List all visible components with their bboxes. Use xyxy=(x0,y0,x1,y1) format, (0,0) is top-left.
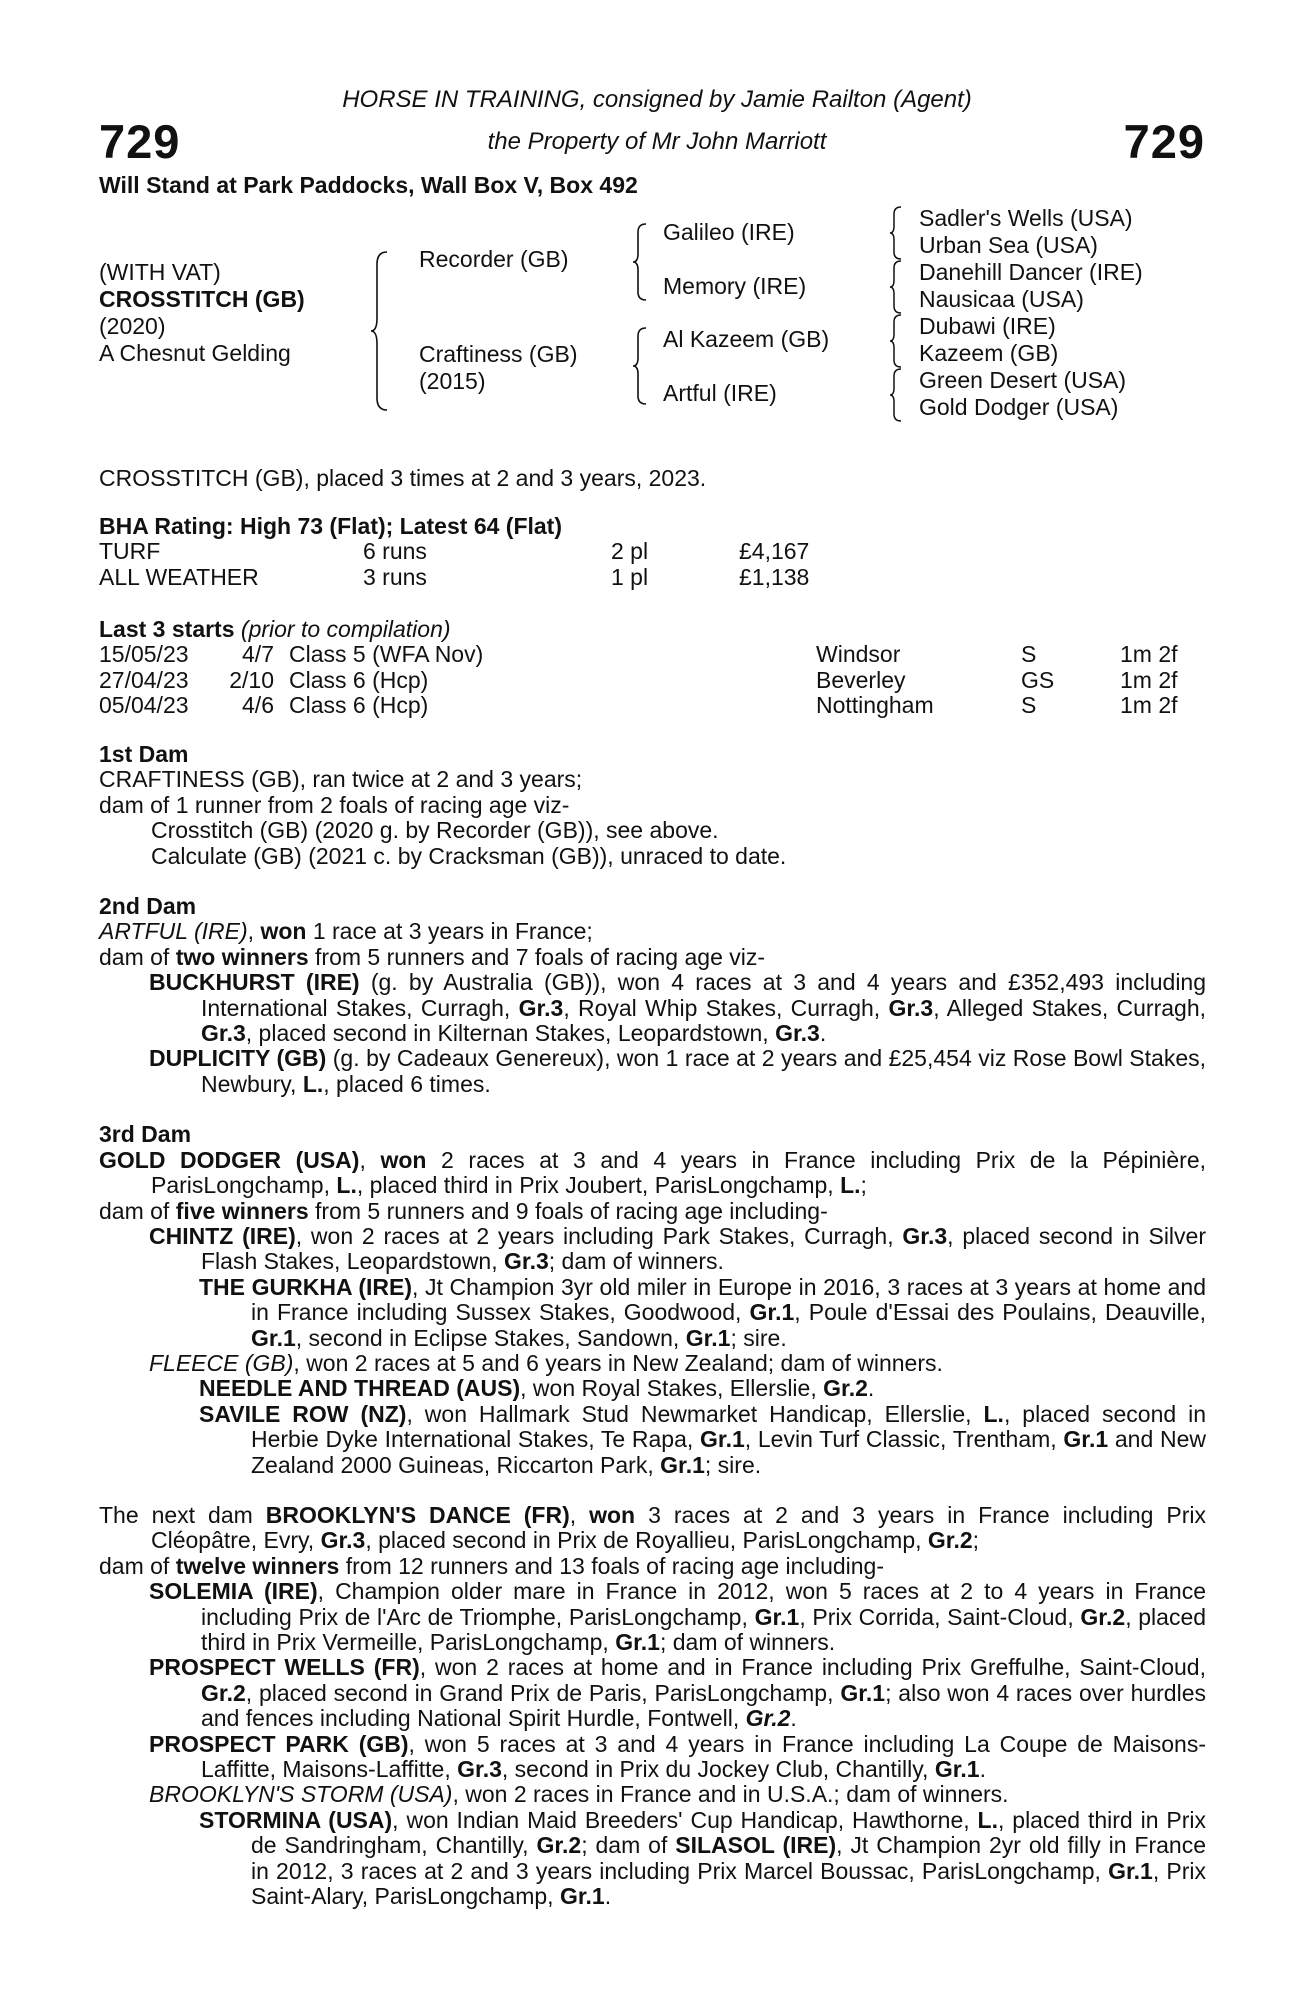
gg-2: Urban Sea (USA) xyxy=(919,232,1098,258)
last-starts-table xyxy=(99,642,1178,718)
dam-brace xyxy=(632,326,648,406)
table-row xyxy=(99,668,1178,693)
gg-3: Danehill Dancer (IRE) xyxy=(919,259,1143,285)
dam1-line2: dam of 1 runner from 2 foals of racing age viz- xyxy=(99,791,570,818)
produce-entry: PROSPECT PARK (GB), won 5 races at 3 and 4 years in France including La Coupe de Maisons-Laffitte, Maisons-Laffitte, Gr.3, second in Prix du Jockey Club, Chantilly, Gr.1. xyxy=(149,1730,1206,1783)
produce-entry: BUCKHURST (IRE) (g. by Australia (GB)), won 4 races at 3 and 4 years and £352,493 including International Stakes, Curragh, Gr.3, Royal Whip Stakes, Curragh, Gr.3, Alleged Stakes, Curragh, Gr.3, placed second in Kilternan Stakes, Leopardstown, Gr.3. xyxy=(149,969,1207,1047)
gg-6: Kazeem (GB) xyxy=(919,340,1059,366)
produce-entry: FLEECE (GB), won 2 races at 5 and 6 years in New Zealand; dam of winners. xyxy=(149,1349,943,1376)
g-brace-2 xyxy=(889,259,903,315)
race-cell: Class 6 (Hcp) xyxy=(289,666,429,693)
produce-name: BROOKLYN'S STORM (USA) xyxy=(149,1781,453,1808)
distance-cell: 1m 2f xyxy=(1120,692,1178,719)
gg-5: Dubawi (IRE) xyxy=(919,313,1056,339)
last-starts-section xyxy=(99,617,1206,719)
sire-name: Recorder (GB) xyxy=(419,246,569,272)
gg-1: Sadler's Wells (USA) xyxy=(919,205,1133,231)
gg-7: Green Desert (USA) xyxy=(919,367,1127,393)
race-cell: Class 6 (Hcp) xyxy=(289,692,429,719)
produce-name: CHINTZ (IRE) xyxy=(149,1222,296,1249)
course-cell: Beverley xyxy=(816,666,906,693)
surface-cell: TURF xyxy=(99,538,161,565)
dam1-heading: 1st Dam xyxy=(99,741,189,767)
property-line: the Property of Mr John Marriott xyxy=(487,128,827,155)
dam3-record: GOLD DODGER (USA), won 2 races at 3 and 4 years in France including Prix de la Pépinière, ParisLongchamp, L., placed third in Prix Joubert, ParisLongchamp, L.; xyxy=(99,1146,1207,1199)
winners-count: two winners xyxy=(175,943,309,970)
pedigree-brace-main xyxy=(370,250,390,412)
winners-count: twelve winners xyxy=(175,1552,340,1579)
distance-cell: 1m 2f xyxy=(1120,641,1178,668)
table-row xyxy=(99,539,809,564)
rating-section xyxy=(99,514,1206,590)
dam2-foals: from 5 runners and 7 foals of racing age viz- xyxy=(315,943,766,970)
placed-cell: 1 pl xyxy=(611,563,649,590)
dam-name: Craftiness (GB) xyxy=(419,341,578,367)
prize-cell: £1,138 xyxy=(739,563,810,590)
produce-name: BUCKHURST (IRE) xyxy=(149,969,360,996)
date-cell: 05/04/23 xyxy=(99,692,189,719)
going-cell: S xyxy=(1021,692,1037,719)
dam-sire: Al Kazeem (GB) xyxy=(663,326,830,352)
consignor-line: HORSE IN TRAINING, consigned by Jamie Railton (Agent) xyxy=(342,86,972,113)
position-cell: 2/10 xyxy=(229,666,274,693)
date-cell: 15/05/23 xyxy=(99,641,189,668)
sire-dam: Memory (IRE) xyxy=(663,273,807,299)
next-dam-name: BROOKLYN'S DANCE (FR) xyxy=(265,1501,570,1528)
race-summary: CROSSTITCH (GB), placed 3 times at 2 and 3 years, 2023. xyxy=(99,465,707,491)
surface-cell: ALL WEATHER xyxy=(99,563,259,590)
date-cell: 27/04/23 xyxy=(99,666,189,693)
produce-entry: STORMINA (USA), won Indian Maid Breeders' Cup Handicap, Hawthorne, L., placed third in Prix de Sandringham, Chantilly, Gr.2; dam of SILASOL (IRE), Jt Champion 2yr old filly in France in 2012, 3 races at 2 and 3 years including Prix Marcel Boussac, ParisLongchamp, Gr.1, Prix Saint-Alary, ParisLongchamp, Gr.1. xyxy=(199,1806,1207,1910)
lot-number-left: 729 xyxy=(99,115,181,168)
dam3-produce: dam of five winners from 5 runners and 9 foals of racing age including- xyxy=(99,1197,828,1224)
dam1-produce-1: Crosstitch (GB) (2020 g. by Recorder (GB)), see above. xyxy=(151,817,719,844)
produce-name: NEEDLE AND THREAD (AUS) xyxy=(199,1375,521,1402)
produce-name: THE GURKHA (IRE) xyxy=(199,1273,412,1300)
dams-section xyxy=(99,742,1206,1909)
sire-sire: Galileo (IRE) xyxy=(663,219,795,245)
next-dam-record: The next dam BROOKLYN'S DANCE (FR), won 3 races at 2 and 3 years in France including Prix Cléopâtre, Evry, Gr.3, placed second in Prix de Royallieu, ParisLongchamp, Gr.2; xyxy=(99,1501,1207,1554)
produce-name: PROSPECT WELLS (FR) xyxy=(149,1654,420,1681)
gg-4: Nausicaa (USA) xyxy=(919,286,1084,312)
race-cell: Class 5 (WFA Nov) xyxy=(289,641,484,668)
produce-entry: NEEDLE AND THREAD (AUS), won Royal Stakes, Ellerslie, Gr.2. xyxy=(199,1375,875,1402)
produce-name: SOLEMIA (IRE) xyxy=(149,1578,318,1605)
table-row xyxy=(99,642,1178,667)
runs-cell: 6 runs xyxy=(363,538,427,565)
dam2-record: ARTFUL (IRE), won 1 race at 3 years in France; xyxy=(99,918,593,945)
rating-heading: BHA Rating: High 73 (Flat); Latest 64 (Flat) xyxy=(99,513,562,539)
produce-name: STORMINA (USA) xyxy=(199,1806,393,1833)
horse-year: (2020) xyxy=(99,313,166,339)
stand-location: Will Stand at Park Paddocks, Wall Box V, Box 492 xyxy=(99,172,638,198)
course-cell: Windsor xyxy=(816,641,901,668)
dam-year: (2015) xyxy=(419,368,486,394)
last-starts-note: (prior to compilation) xyxy=(240,616,451,642)
position-cell: 4/6 xyxy=(242,692,274,719)
dam2-produce xyxy=(99,945,1206,970)
winners-count: five winners xyxy=(175,1197,309,1224)
horse-name: CROSSTITCH (GB) xyxy=(99,286,305,312)
produce-entry: CHINTZ (IRE), won 2 races at 2 years including Park Stakes, Curragh, Gr.3, placed second in Silver Flash Stakes, Leopardstown, Gr.3; dam of winners. xyxy=(149,1222,1206,1275)
produce-entry: SAVILE ROW (NZ), won Hallmark Stud Newmarket Handicap, Ellerslie, L., placed second in Herbie Dyke International Stakes, Te Rapa, Gr.1, Levin Turf Classic, Trentham, Gr.1 and New Zealand 2000 Guineas, Riccarton Park, Gr.1; sire. xyxy=(199,1400,1207,1478)
going-cell: GS xyxy=(1021,666,1055,693)
runs-cell: 3 runs xyxy=(363,563,427,590)
produce-name: SAVILE ROW (NZ) xyxy=(199,1400,407,1427)
g-brace-4 xyxy=(889,367,903,423)
table-row xyxy=(99,693,1178,718)
dam2-text: 1 race at 3 years in France; xyxy=(312,918,593,945)
produce-entry: DUPLICITY (GB) (g. by Cadeaux Genereux), won 1 race at 2 years and £25,454 viz Rose Bowl Stakes, Newbury, L., placed 6 times. xyxy=(149,1045,1206,1097)
produce-name: FLEECE (GB) xyxy=(149,1349,294,1376)
produce-name: PROSPECT PARK (GB) xyxy=(149,1730,409,1757)
distance-cell: 1m 2f xyxy=(1120,666,1178,693)
dam2-name: ARTFUL (IRE) xyxy=(99,918,248,945)
produce-entry: THE GURKHA (IRE), Jt Champion 3yr old miler in Europe in 2016, 3 races at 3 years at home and in France including Sussex Stakes, Goodwood, Gr.1, Poule d'Essai des Poulains, Deauville, Gr.1, second in Eclipse Stakes, Sandown, Gr.1; sire. xyxy=(199,1273,1207,1351)
horse-description: A Chesnut Gelding xyxy=(99,340,291,366)
g-brace-3 xyxy=(889,313,903,369)
next-dam-produce: dam of twelve winners from 12 runners and 13 foals of racing age including- xyxy=(99,1552,884,1579)
prize-cell: £4,167 xyxy=(739,538,810,565)
dam1-produce-2: Calculate (GB) (2021 c. by Cracksman (GB)), unraced to date. xyxy=(151,842,787,869)
going-cell: S xyxy=(1021,641,1037,668)
position-cell: 4/7 xyxy=(242,641,274,668)
vat-status: (WITH VAT) xyxy=(99,259,221,285)
g-brace-1 xyxy=(889,205,903,261)
lot-number-right: 729 xyxy=(1123,115,1205,168)
produce-entry: SOLEMIA (IRE), Champion older mare in France in 2012, won 5 races at 2 to 4 years in France including Prix de l'Arc de Triomphe, ParisLongchamp, Gr.1, Prix Corrida, Saint-Cloud, Gr.2, placed third in Prix Vermeille, ParisLongchamp, Gr.1; dam of winners. xyxy=(149,1578,1207,1655)
dam1-line1: CRAFTINESS (GB), ran twice at 2 and 3 years; xyxy=(99,766,583,793)
produce-entry: BROOKLYN'S STORM (USA), won 2 races in France and in U.S.A.; dam of winners. xyxy=(149,1781,1009,1808)
dam3-heading: 3rd Dam xyxy=(99,1121,192,1148)
gg-8: Gold Dodger (USA) xyxy=(919,394,1119,420)
won-word: won xyxy=(260,918,307,945)
dam-of-text: dam of xyxy=(99,943,170,970)
sire-brace xyxy=(632,222,648,302)
table-row xyxy=(99,565,809,590)
dam2-heading: 2nd Dam xyxy=(99,893,197,920)
dam3-name: GOLD DODGER (USA) xyxy=(99,1146,360,1173)
produce-entry: PROSPECT WELLS (FR), won 2 races at home and in France including Prix Greffulhe, Saint-Cloud, Gr.2, placed second in Grand Prix de Paris, ParisLongchamp, Gr.1; also won 4 races over hurdles and fences including National Spirit Hurdle, Fontwell, Gr.2. xyxy=(149,1654,1206,1732)
rating-table xyxy=(99,539,809,590)
placed-cell: 2 pl xyxy=(611,538,649,565)
produce-name: DUPLICITY (GB) xyxy=(149,1045,327,1072)
last-starts-heading: Last 3 starts xyxy=(99,616,235,642)
course-cell: Nottingham xyxy=(816,692,934,719)
dam-dam: Artful (IRE) xyxy=(663,380,777,406)
